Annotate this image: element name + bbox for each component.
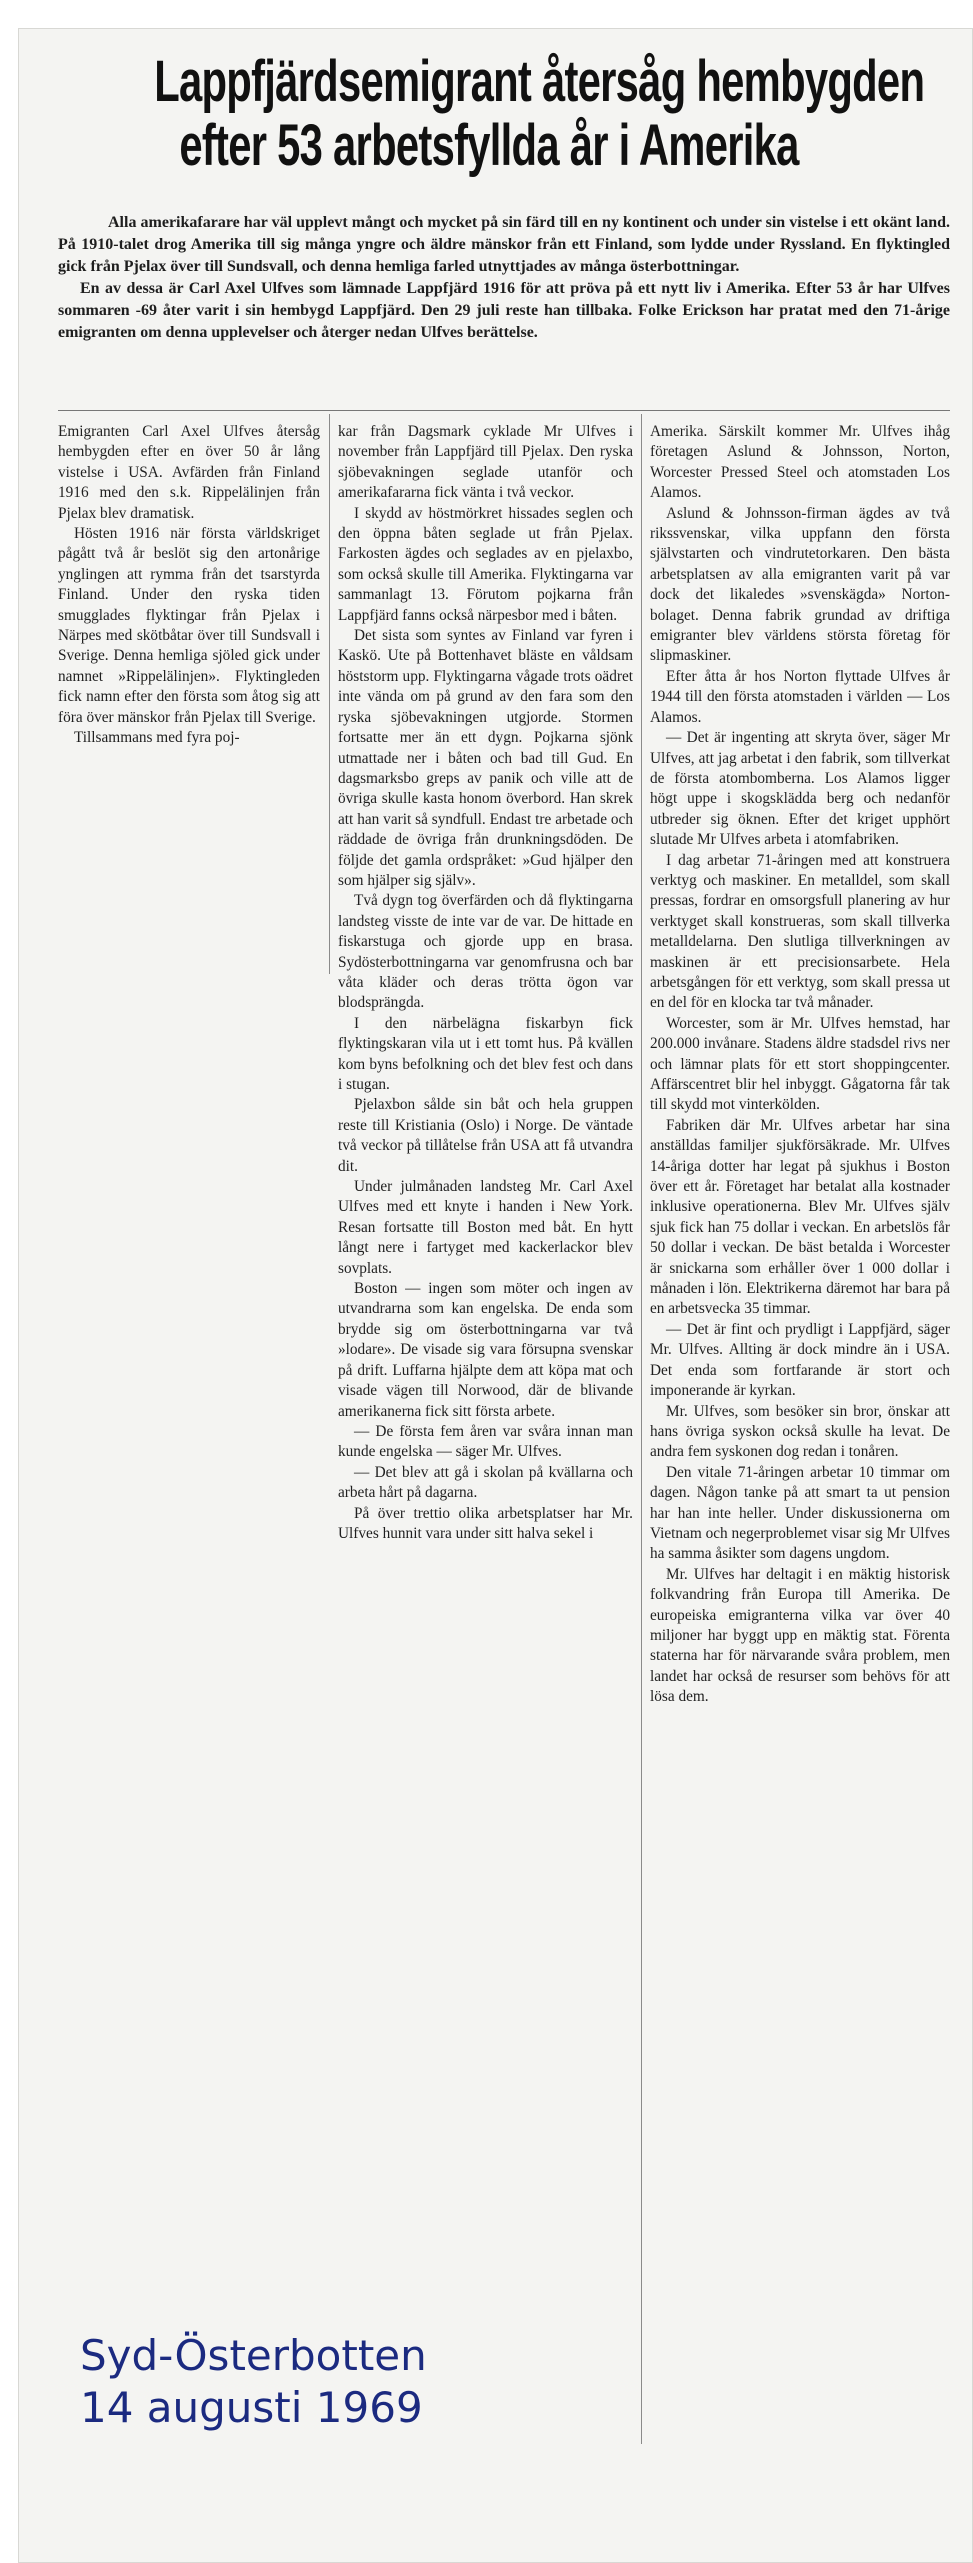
caption-date: 14 augusti 1969 bbox=[80, 2383, 423, 2432]
body-paragraph: Mr. Ulfves, som besöker sin bror, önskar att hans övriga syskon också skulle ha levat. De andra fem syskonen dog redan i tonåren. bbox=[650, 1402, 950, 1461]
column-divider bbox=[329, 414, 330, 974]
headline-line-2: efter 53 arbetsfyllda år i Amerika bbox=[179, 113, 799, 178]
body-paragraph: Två dygn tog överfärden och då flyktingarna landsteg visste de inte var de var. De hittade en fiskarstuga och gjorde upp en brasa. Sydösterbottningarna var genomfrusna och bar våta kläder och deras trötta ögon var blodsprängda. bbox=[338, 892, 633, 1012]
body-paragraph: — Det blev att gå i skolan på kvällarna och arbeta hårt på dagarna. bbox=[338, 1463, 633, 1502]
body-paragraph: Amerika. Särskilt kommer Mr. Ulfves ihåg företagen Aslund & Johnsson, Norton, Worcester Pressed Steel och atomstaden Los Alamos. bbox=[650, 423, 950, 502]
lead-paragraph: Alla amerikafarare har väl upplevt mångt och mycket på sin färd till en ny kontinent och under sin vistelse i ett okänt land. På 1910-talet drog Amerika till sig många yngre och äldre mänskor från ett Finland, som lydde under Ryssland. En flyktingled gick från Pjelax över till Sundsvall, och denna hemliga farled utnyttjades av många österbottningar. bbox=[58, 214, 950, 275]
body-paragraph: kar från Dagsmark cyklade Mr Ulfves i november från Lappfjärd till Pjelax. Den ryska sjöbevakningen seglade utanför och amerikafararna fick vänta i två veckor. bbox=[338, 423, 633, 502]
text-column-1 bbox=[58, 422, 320, 749]
body-paragraph: — De första fem åren var svåra innan man kunde engelska — säger Mr. Ulfves. bbox=[338, 1422, 633, 1461]
article-lead bbox=[58, 212, 950, 344]
lead-paragraph: En av dessa är Carl Axel Ulfves som lämnade Lappfjärd 1916 för att pröva på ett nytt liv i Amerika. Efter 53 år har Ulfves sommaren -69 åter varit i sin hembygd Lappfjärd. Den 29 juli reste han tillbaka. Folke Erickson har pratat med den 71-årige emigranten om denna upplevelser och återger nedan Ulfves berättelse. bbox=[58, 280, 950, 341]
caption-newspaper-name: Syd-Österbotten bbox=[80, 2331, 427, 2380]
body-paragraph: Hösten 1916 när första världskriget pågått två år beslöt sig den artonårige ynglingen att rymma från det tsarstyrda Finland. Under den ryska tiden smugglades flyktingar från Pjelax i Närpes med skötbåtar över till Sundsvall i Sverige. Denna hemliga sjöled gick under namnet »Rippelälinjen». Flyktingleden fick namn efter den första som åtog sig att föra över mänskor från Pjelax till Sverige. bbox=[58, 525, 320, 726]
lead-divider bbox=[58, 410, 950, 411]
body-paragraph: Det sista som syntes av Finland var fyren i Kaskö. Ute på Bottenhavet bläste en våldsam höststorm upp. Flyktingarna vågade trots oädret inte vända om på grund av den fara som den ryska sjöbevakningen utgjorde. Stormen fortsatte mer än ett dygn. Pojkarna sjönk utmattade ner i båten och bad till Gud. En dagsmarksbo greps av panik och ville att de övriga skulle kasta honom överbord. Han skrek att han varit så syndfull. Endast tre arbetade och räddade de övriga från drunkningsdöden. De följde det gamla ordspråket: »Gud hjälper den som hjälper sig själv». bbox=[338, 627, 633, 889]
body-paragraph: På över trettio olika arbetsplatser har Mr. Ulfves hunnit vara under sitt halva sekel i bbox=[338, 1504, 633, 1542]
body-paragraph: Boston — ingen som möter och ingen av utvandrarna som kan engelska. De enda som brydde sig om österbottningarna var två »lodare». De visade sig vara försupna svenskar på drift. Luffarna hjälpte dem att köpa mat och visade vägen till Norwood, där de blivande amerikanerna fick sitt första arbete. bbox=[338, 1280, 633, 1420]
body-paragraph: Under julmånaden landsteg Mr. Carl Axel Ulfves med ett knyte i handen i New York. Resan fortsatte till Boston med båt. En hytt långt nere i fartyget med kackerlackor blev sovplats. bbox=[338, 1178, 633, 1277]
body-paragraph: Tillsammans med fyra poj- bbox=[74, 729, 240, 747]
text-column-3 bbox=[650, 422, 950, 1708]
body-paragraph: Aslund & Johnsson-firman ägdes av två rikssvenskar, vilka uppfann den första självstarten och vindrutetorkaren. Den bästa arbetsplatsen av alla emigranten varit på var dock det likaledes »svenskägda» Norton-bolaget. Denna fabrik grundad av driftiga emigranter blev världens största företag för slipmaskiner. bbox=[650, 504, 950, 665]
body-paragraph: Efter åtta år hos Norton flyttade Ulfves år 1944 till den första atomstaden i världen — Los Alamos. bbox=[650, 667, 950, 726]
body-paragraph: Fabriken där Mr. Ulfves arbetar har sina anställdas familjer sjukförsäkrade. Mr. Ulfves 14-åriga dotter har legat på sjukhus i Boston över ett år. Företaget har betalat alla kostnader inklusive operationerna. Blev Mr. Ulfves själv sjuk fick han 75 dollar i veckan. En arbetslös får 50 dollar i veckan. De bäst betalda i Worcester är snickarna som erhåller över 1 000 dollar i månaden i lön. Elektrikerna däremot har bara på en arbetsvecka 35 timmar. bbox=[650, 1116, 950, 1318]
body-paragraph: — Det är fint och prydligt i Lappfjärd, säger Mr. Ulfves. Allting är dock mindre än i USA. Det enda som fortfarande är stort och imponerande är kyrkan. bbox=[650, 1320, 950, 1400]
body-paragraph: Worcester, som är Mr. Ulfves hemstad, har 200.000 invånare. Stadens äldre stadsdel rivs ner och lämnar plats för ett stort shoppingcenter. Affärscentret blir hel inbyggt. Gågatorna får tak till skydd mot vinterkölden. bbox=[650, 1014, 950, 1114]
headline-line-1: Lappfjärdsemigrant återsåg hembygden bbox=[154, 49, 925, 114]
body-paragraph: I den närbelägna fiskarbyn fick flyktingskaran vila ut i ett tomt hus. På kvällen kom byns befolkning och det blev fest och dans i stugan. bbox=[338, 1014, 633, 1093]
body-paragraph: Mr. Ulfves har deltagit i en mäktig historisk folkvandring från Europa till Amerika. De europeiska emigranterna vilka var över 40 miljoner har byggt upp en mäktig stat. Förenta staterna har för närvarande svåra problem, men landet har också de resurser som behövs för att lösa dem. bbox=[650, 1565, 950, 1706]
source-caption bbox=[80, 2330, 600, 2434]
text-column-2 bbox=[338, 422, 633, 1544]
body-paragraph: Emigranten Carl Axel Ulfves återsåg hembygden efter en över 50 år lång vistelse i USA. Avfärden från Finland 1916 med den s.k. Rippelälinjen från Pjelax blev dramatisk. bbox=[58, 423, 320, 522]
body-paragraph: I skydd av höstmörkret hissades seglen och den öppna båten seglade ut från Pjelax. Farkosten ägdes och seglades av en pjelaxbo, som också skulle till Amerika. Flyktingarna var sammanlagt 13. Förutom pojkarna från Lappfjärd fanns också närpesbor med i båten. bbox=[338, 504, 633, 624]
body-paragraph: Pjelaxbon sålde sin båt och hela gruppen reste till Kristiania (Oslo) i Norge. De väntade två veckor på tillåtelse från USA att få utvandra dit. bbox=[338, 1096, 633, 1175]
column-divider bbox=[641, 414, 642, 2444]
body-paragraph: — Det är ingenting att skryta över, säger Mr Ulfves, att jag arbetat i den fabrik, som tillverkat de första atombomberna. Los Alamos ligger högt uppe i skogsklädda berg och nedanför utbreder sig öknen. Efter det kriget upphört slutade Mr Ulfves arbeta i atomfabriken. bbox=[650, 729, 950, 849]
article-headline bbox=[154, 49, 925, 178]
body-paragraph: I dag arbetar 71-åringen med att konstruera verktyg och maskiner. En metalldel, som skall pressas, fordrar en omsorgsfull planering av hur verktyget skall konstrueras, som skall tillverka metalldelarna. Den slutliga tillverkningen av maskinen är ett precisionsarbete. Hela arbetsgången för ett verktyg, som skall pressa ut en del för en klocka tar två månader. bbox=[650, 851, 950, 1012]
body-paragraph: Den vitale 71-åringen arbetar 10 timmar om dagen. Någon tanke på att smart ta ut pension har han inte heller. Under diskussionerna om Vietnam och negerproblemet visar sig Mr Ulfves ha samma åsikter som dagens ungdom. bbox=[650, 1463, 950, 1563]
